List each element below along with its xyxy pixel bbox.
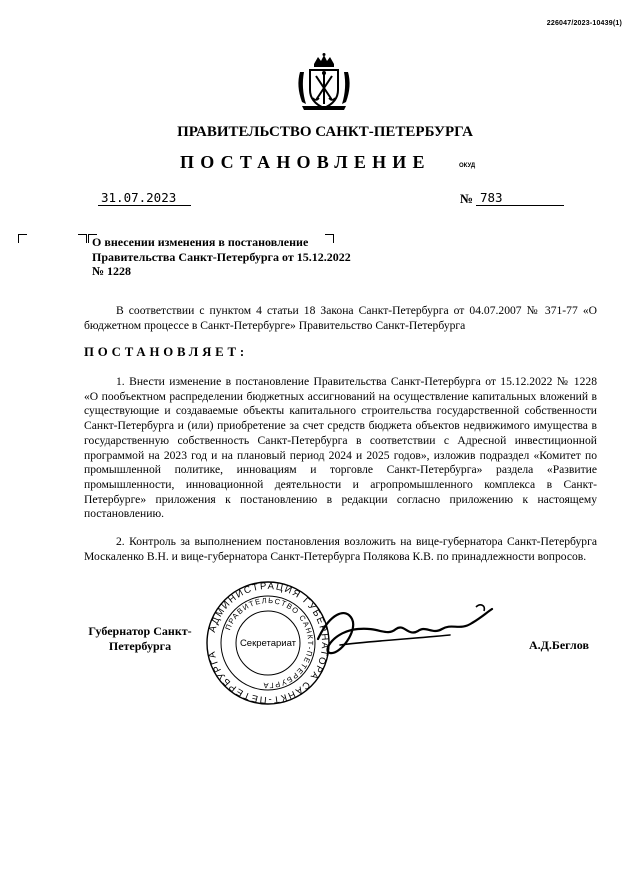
number-underline — [476, 205, 564, 206]
date-underline — [98, 205, 191, 206]
signatory-name: А.Д.Беглов — [529, 638, 589, 652]
decree-number: 783 — [480, 190, 503, 205]
seal-outer-text: АДМИНИСТРАЦИЯ ГУБЕРНАТОРА САНКТ-ПЕТЕРБУРГА — [206, 580, 331, 706]
signatory-role: Губернатор Санкт-Петербурга — [88, 624, 192, 653]
seal-inner-text: ПРАВИТЕЛЬСТВО САНКТ-ПЕТЕРБУРГА — [223, 595, 316, 691]
document-id: 226047/2023-10439(1) — [546, 20, 622, 27]
okud-label: ОКУД — [459, 163, 476, 169]
coat-of-arms-icon — [292, 52, 356, 116]
decree-subject: О внесении изменения в постановление Правительства Санкт-Петербурга от 15.12.2022 № 1228 — [92, 235, 351, 279]
paragraph-1: 1. Внести изменение в постановление Правительства Санкт-Петербурга от 15.12.2022 № 1228 «О пообъектном распределении бюджетных ассигнований на осуществление капитальных вложений в существующие и создаваемые объекты капитального строительства государственной собственности Санкт-Петербурга и (или) приобретение за счет средств бюджета объектов недвижимого имущества в государственную собственность Санкт-Петербурга в соответствии с Адресной инвестиционной программой на 2023 год и на плановый период 2024 и 2025 годов», изложив подраздел «Комитет по промышленной политике, инновациям и торговле Санкт-Петербурга» раздела «Развитие промышленности, инновационной деятельности и агропромышленного комплекса в Санкт-Петербурге» приложения к постановлению в редакции согласно приложению к настоящему постановлению. — [84, 375, 597, 521]
intro-paragraph: В соответствии с пунктом 4 статьи 18 Закона Санкт-Петербурга от 04.07.2007 № 371-77 «О бюджетном процессе в Санкт-Петербурге» Правительство Санкт-Петербурга — [84, 304, 597, 332]
corner-mark-icon — [78, 234, 87, 243]
corner-mark-icon — [18, 234, 27, 243]
government-title: ПРАВИТЕЛЬСТВО САНКТ-ПЕТЕРБУРГА — [177, 124, 473, 140]
seal-center-text: Секретариат — [239, 638, 297, 649]
number-sign: № — [460, 191, 474, 206]
handwritten-signature — [300, 595, 500, 675]
resolves-heading: ПОСТАНОВЛЯЕТ: — [84, 345, 248, 359]
decree-title: ПОСТАНОВЛЕНИЕ — [180, 152, 431, 172]
paragraph-2: 2. Контроль за выполнением постановления возложить на вице-губернатора Санкт-Петербурга Москаленко В.Н. и вице-губернатора Санкт-Петербурга Полякова К.В. по принадлежности вопросов. — [84, 535, 597, 563]
decree-date: 31.07.2023 — [101, 190, 177, 205]
